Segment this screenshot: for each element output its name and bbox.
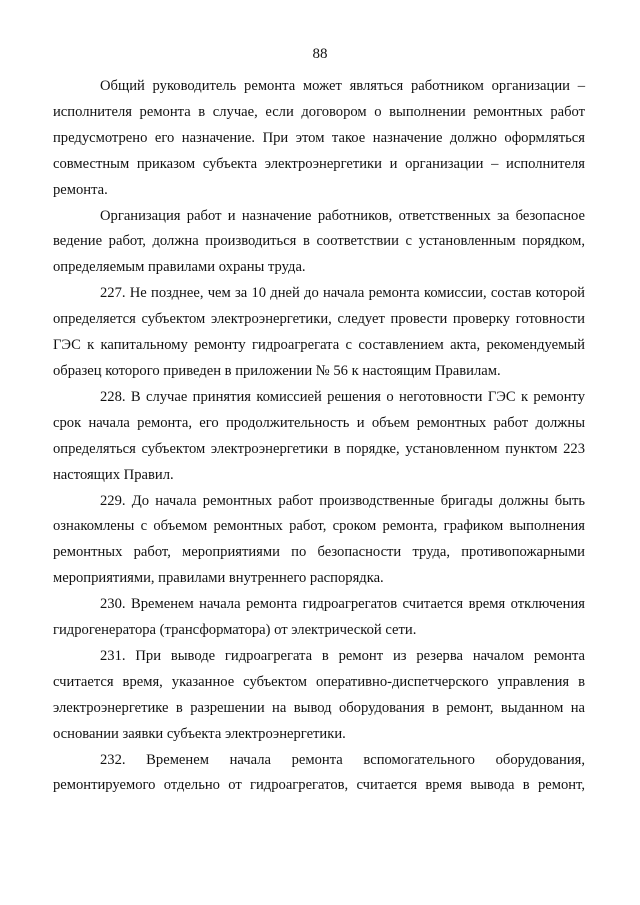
paragraph-227: 227. Не позднее, чем за 10 дней до начала ремонта комиссии, состав которой определяется субъектом электроэнергетики, следует провести проверку готовности ГЭС к капитальному ремонту гидроагрегата с составлением акта, рекомендуемый образец которого приведен в приложении № 56 к настоящим Правилам. bbox=[53, 285, 585, 379]
paragraph-232: 232. Временем начала ремонта вспомогательного оборудования, ремонтируемого отдельно от гидроагрегатов, считается время вывода в ремонт, bbox=[53, 751, 585, 794]
page-number: 88 bbox=[312, 46, 328, 62]
paragraph-229: 229. До начала ремонтных работ производственные бригады должны быть ознакомлены с объемом ремонтных работ, сроком ремонта, графиком выполнения ремонтных работ, мероприятиями по безопасности труда, противопожарными мероприятиями, правилами внутреннего распорядка. bbox=[53, 492, 585, 587]
paragraph-work-organization: Организация работ и назначение работников, ответственных за безопасное ведение работ, должна производиться в соответствии с установленным порядком, определяемым правилами охраны труда. bbox=[53, 207, 585, 276]
paragraph-228: 228. В случае принятия комиссией решения о неготовности ГЭС к ремонту срок начала ремонта, его продолжительность и объем ремонтных работ должны определяться субъектом электроэнергетики в порядке, установленном пунктом 223 настоящих Правил. bbox=[53, 388, 585, 483]
paragraph-230: 230. Временем начала ремонта гидроагрегатов считается время отключения гидрогенератора (трансформатора) от электрической сети. bbox=[53, 596, 585, 639]
paragraph-general-manager: Общий руководитель ремонта может являться работником организации – исполнителя ремонта в случае, если договором о выполнении ремонтных работ предусмотрено его назначение. При этом такое назначение должно оформляться совместным приказом субъекта электроэнергетики и организации – исполнителя ремонта. bbox=[53, 78, 585, 198]
document-body bbox=[53, 74, 585, 799]
paragraph-231: 231. При выводе гидроагрегата в ремонт из резерва началом ремонта считается время, указанное субъектом оперативно-диспетчерского управления в электроэнергетике в разрешении на вывод оборудования в ремонт, выданном на основании заявки субъекта электроэнергетики. bbox=[53, 647, 585, 742]
